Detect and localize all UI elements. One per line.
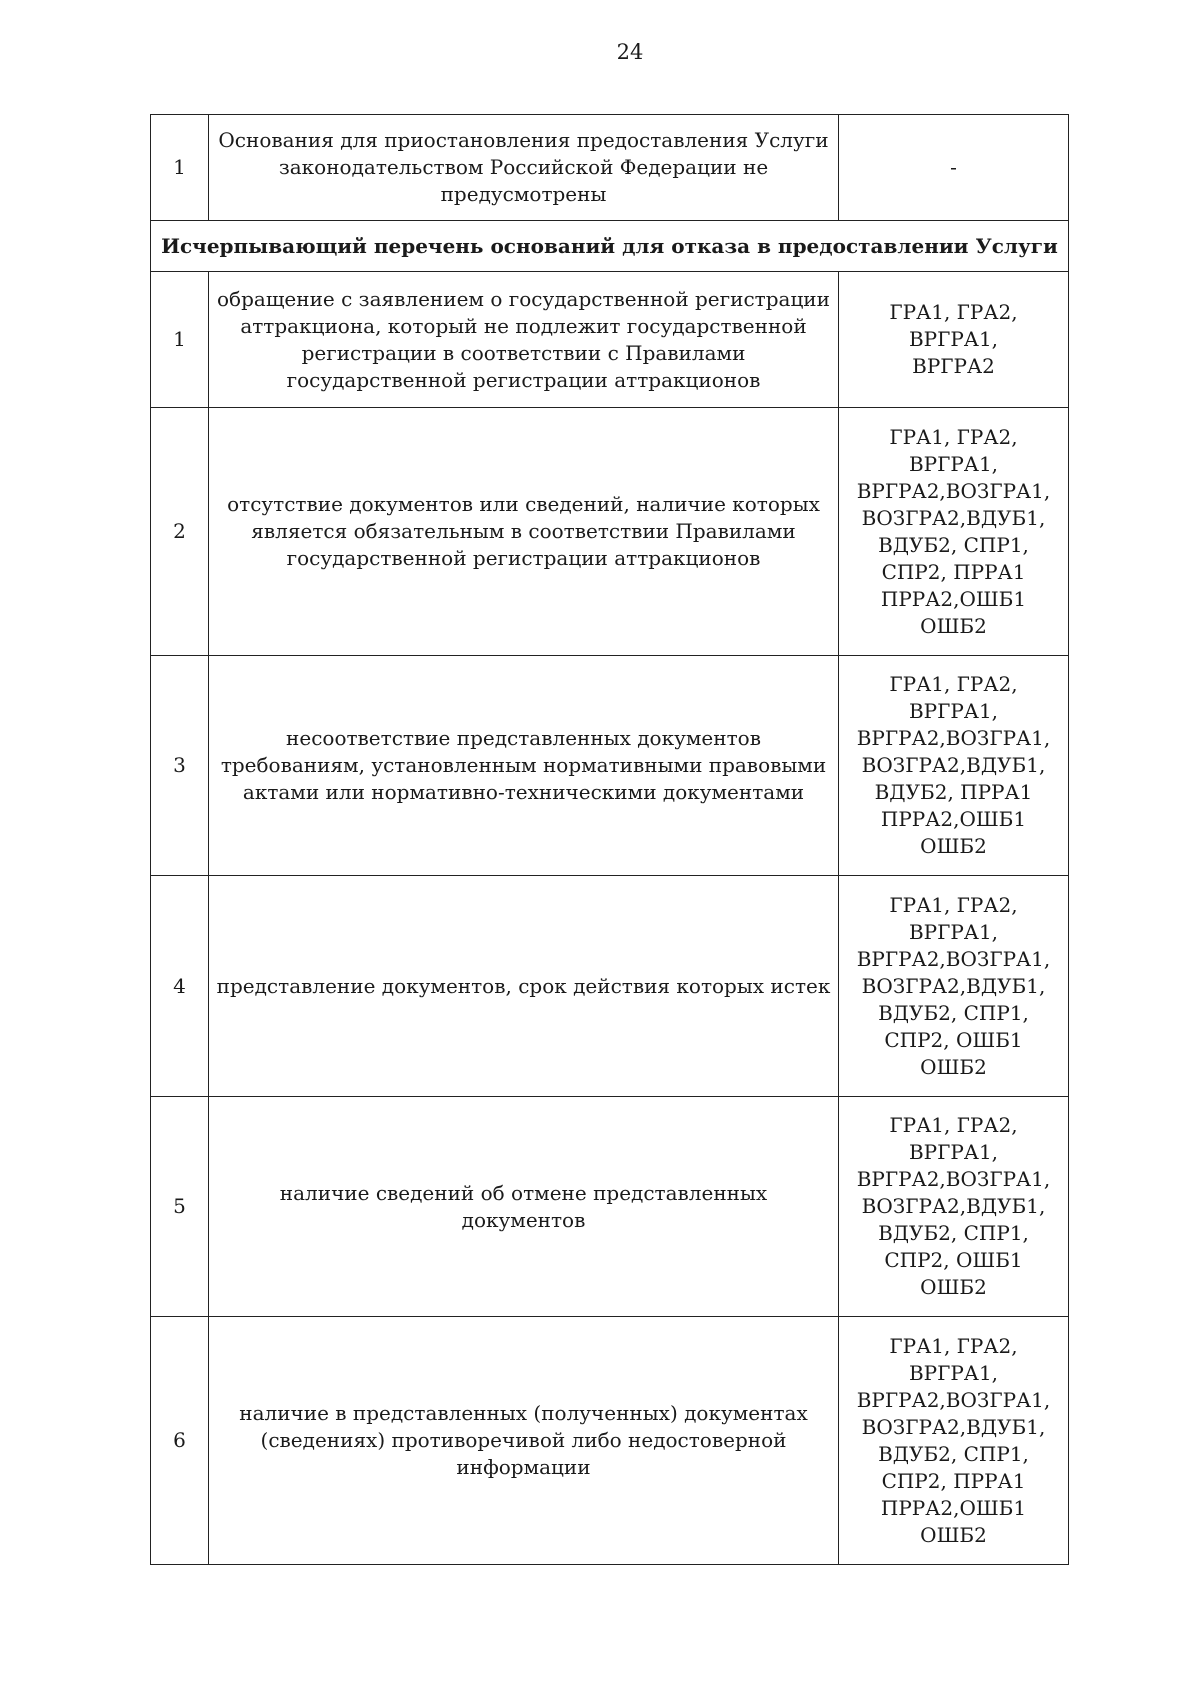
table-row (151, 272, 1069, 408)
ground-codes: ГРА1, ГРА2, ВРГРА1, ВРГРА2,ВОЗГРА1, ВОЗГРА2,ВДУБ1, ВДУБ2, СПР1, СПР2, ОШБ1 ОШБ2 (839, 1097, 1069, 1317)
row-number: 4 (151, 876, 209, 1097)
ground-codes: - (839, 115, 1069, 221)
row-number: 5 (151, 1097, 209, 1317)
row-number: 1 (151, 115, 209, 221)
ground-description: несоответствие представленных документов требованиям, установленным нормативными правовыми актами или нормативно-техническими документами (209, 656, 839, 876)
ground-description: представление документов, срок действия которых истек (209, 876, 839, 1097)
section-heading: Исчерпывающий перечень оснований для отказа в предоставлении Услуги (151, 221, 1069, 272)
ground-description: отсутствие документов или сведений, наличие которых является обязательным в соответствии Правилами государственной регистрации аттракционов (209, 408, 839, 656)
table-row (151, 1097, 1069, 1317)
ground-description: обращение с заявлением о государственной регистрации аттракциона, который не подлежит государственной регистрации в соответствии с Правилами государственной регистрации аттракционов (209, 272, 839, 408)
ground-codes: ГРА1, ГРА2, ВРГРА1, ВРГРА2 (839, 272, 1069, 408)
ground-codes: ГРА1, ГРА2, ВРГРА1, ВРГРА2,ВОЗГРА1, ВОЗГРА2,ВДУБ1, ВДУБ2, СПР1, СПР2, ОШБ1 ОШБ2 (839, 876, 1069, 1097)
ground-description: наличие в представленных (полученных) документах (сведениях) противоречивой либо недостоверной информации (209, 1317, 839, 1565)
row-number: 6 (151, 1317, 209, 1565)
table-row (151, 876, 1069, 1097)
ground-description: Основания для приостановления предоставления Услуги законодательством Российской Федерации не предусмотрены (209, 115, 839, 221)
row-number: 3 (151, 656, 209, 876)
page-number: 24 (616, 40, 644, 64)
ground-codes: ГРА1, ГРА2, ВРГРА1, ВРГРА2,ВОЗГРА1, ВОЗГРА2,ВДУБ1, ВДУБ2, СПР1, СПР2, ПРРА1 ПРРА2,ОШБ1 ОШБ2 (839, 1317, 1069, 1565)
table-row (151, 408, 1069, 656)
table-row (151, 1317, 1069, 1565)
row-number: 1 (151, 272, 209, 408)
ground-codes: ГРА1, ГРА2, ВРГРА1, ВРГРА2,ВОЗГРА1, ВОЗГРА2,ВДУБ1, ВДУБ2, ПРРА1 ПРРА2,ОШБ1 ОШБ2 (839, 656, 1069, 876)
section-heading-row (151, 221, 1069, 272)
suspension-row (151, 115, 1069, 221)
ground-codes: ГРА1, ГРА2, ВРГРА1, ВРГРА2,ВОЗГРА1, ВОЗГРА2,ВДУБ1, ВДУБ2, СПР1, СПР2, ПРРА1 ПРРА2,ОШБ1 ОШБ2 (839, 408, 1069, 656)
row-number: 2 (151, 408, 209, 656)
ground-description: наличие сведений об отмене представленных документов (209, 1097, 839, 1317)
table-row (151, 656, 1069, 876)
grounds-table (150, 114, 1069, 1565)
